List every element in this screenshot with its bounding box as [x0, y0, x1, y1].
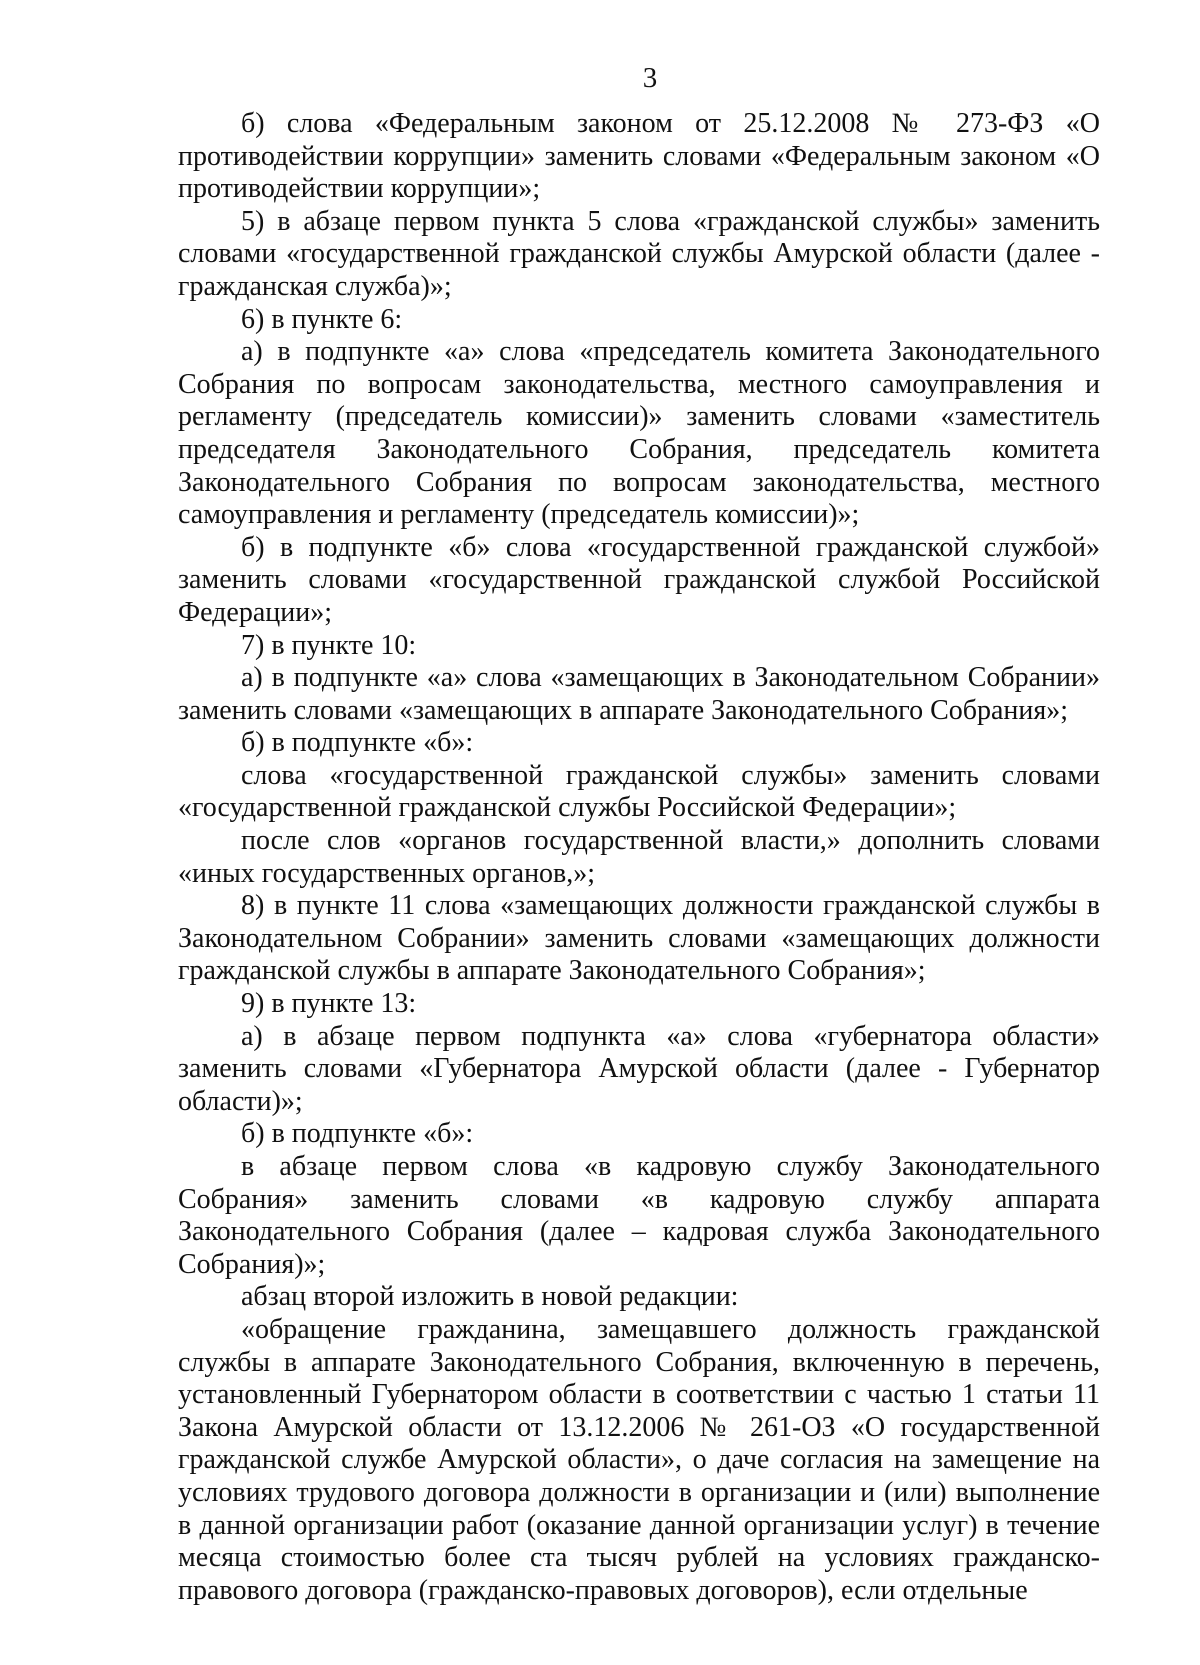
paragraph: в абзаце первом слова «в кадровую службу Законодательного Собрания» заменить словами «в кадровую службу аппарата Законодательного Собрания (далее – кадровая служба Законодательного Собрания)»; — [178, 1151, 1100, 1280]
paragraph: слова «государственной гражданской службы» заменить словами «государственной гражданской службы Российской Федерации»; — [178, 759, 1100, 824]
paragraph: 8) в пункте 11 слова «замещающих должности гражданской службы в Законодательном Собрании» заменить словами «замещающих должности гражданской службы в аппарате Законодательного Собрания»; — [178, 890, 1100, 987]
paragraph: 7) в пункте 10: — [241, 629, 417, 661]
paragraph: а) в абзаце первом подпункта «а» слова «губернатора области» заменить словами «Губернатора Амурской области (далее - Губернатор области)»; — [178, 1020, 1100, 1117]
paragraph: б) в подпункте «б»: — [241, 1118, 474, 1150]
page-number: 3 — [642, 62, 658, 94]
paragraph: 6) в пункте 6: — [241, 303, 403, 335]
paragraph: б) слова «Федеральным законом от 25.12.2008 № 273-ФЗ «О противодействии коррупции» заменить словами «Федеральным законом «О противодействии коррупции»; — [178, 108, 1100, 205]
paragraph: 9) в пункте 13: — [241, 988, 417, 1020]
paragraph: «обращение гражданина, замещавшего должность гражданской службы в аппарате Законодательного Собрания, включенную в перечень, установленный Губернатором области в соответствии с частью 1 статьи 11 Закона Амурской области от 13.12.2006 № 261-ОЗ «О государственной гражданской службе Амурской области», о даче согласия на замещение на условиях трудового договора должности в организации и (или) выполнение в данной организации работ (оказание данной организации услуг) в течение месяца стоимостью более ста тысяч рублей на условиях гражданско-правового договора (гражданско-правовых договоров), если отдельные — [178, 1313, 1100, 1606]
paragraph: абзац второй изложить в новой редакции: — [241, 1281, 739, 1313]
paragraph: а) в подпункте «а» слова «замещающих в Законодательном Собрании» заменить словами «замещающих в аппарате Законодательного Собрания»; — [178, 662, 1100, 726]
document-body — [178, 108, 1100, 1607]
paragraph: после слов «органов государственной власти,» дополнить словами «иных государственных органов,»; — [178, 825, 1100, 889]
paragraph: а) в подпункте «а» слова «председатель комитета Законодательного Собрания по вопросам законодательства, местного самоуправления и регламенту (председатель комиссии)» заменить словами «заместитель председателя Законодательного Собрания, председатель комитета Законодательного Собрания по вопросам законодательства, местного самоуправления и регламенту (председатель комиссии)»; — [178, 336, 1100, 531]
paragraph: б) в подпункте «б»: — [241, 727, 474, 759]
paragraph: 5) в абзаце первом пункта 5 слова «гражданской службы» заменить словами «государственной гражданской службы Амурской области (далее - гражданская служба)»; — [178, 205, 1100, 302]
paragraph: б) в подпункте «б» слова «государственной гражданской службой» заменить словами «государственной гражданской службой Российской Федерации»; — [178, 531, 1100, 628]
